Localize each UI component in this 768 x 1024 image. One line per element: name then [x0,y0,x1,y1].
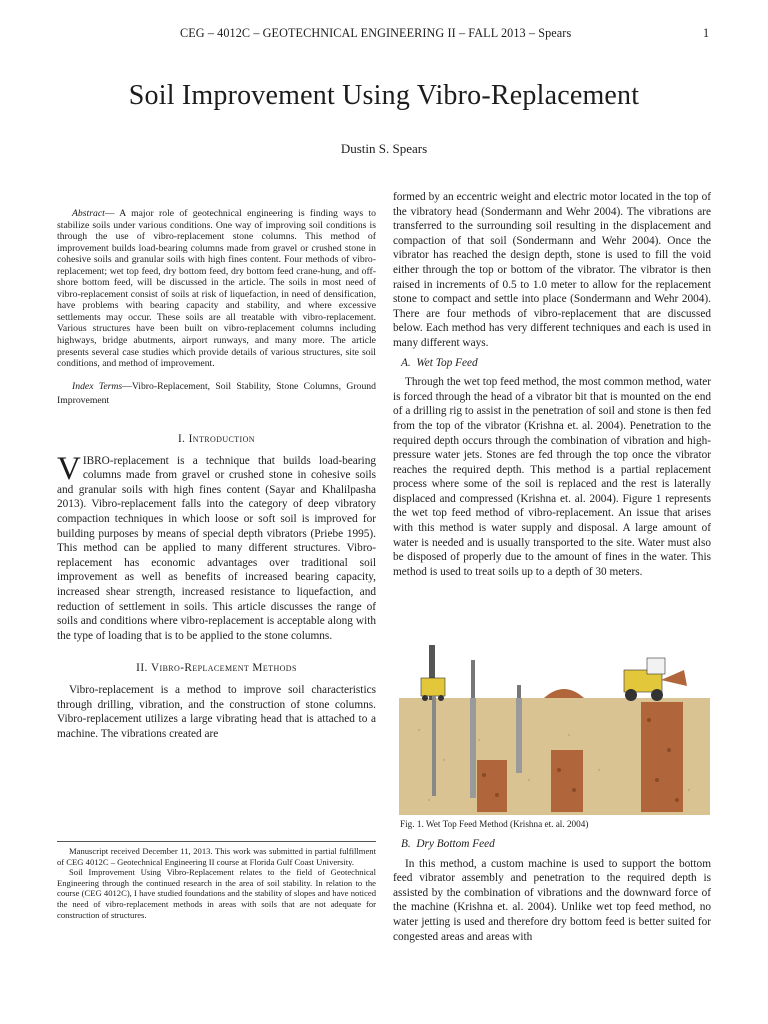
methods-paragraph-start: Vibro-replacement is a method to improve soil characteristics through drilling, vibration, and the construction of stone columns. Vibro-replacement utilizes a large vibrating head that is attached to a machine. The vibrations created are [57,683,376,740]
footnote-relation: Soil Improvement Using Vibro-Replacement relates to the field of Geotechnical Engineering through the continued research in the area of soil stability. In relation to the course (CEG 4012C), I have studied foundations and the stability of slopes and have noticed the need of vibro-replacement methods in areas with soils that are not adequate for construction of structures. [57,867,376,920]
introduction-text: IBRO-replacement is a technique that builds load-bearing columns made from gravel or crushed stone in cohesive soils and granular soils with high fines content (Sayar and Khalilpasha 2013). Vibro-replacement falls into the category of deep vibratory compaction techniques in which loose or soft soil is improved for building purposes by means of special depth vibrators (Priebe 1995). This method can be applied to many different structures. Vibro-replacement has economic advantages over traditional soil improvement as well as benefits of increased bearing capacity, increased shear strength, increased resistance to liquefaction, and reduction of settlement in soils. This article discusses the range of soils and conditions where vibro-replacement is acceptable along with the type of loading that is to be applied to the stone columns. [57,454,376,642]
subsection-heading-wet-top-feed [401,356,711,371]
paper-title: Soil Improvement Using Vibro-Replacement [128,80,640,111]
subsection-title: Dry Bottom Feed [416,838,495,850]
vibrator-probe-2 [470,698,476,798]
vibrator-probe [432,696,436,796]
dry-bottom-feed-paragraph: In this method, a custom machine is used to support the bottom feed vibrator assembly and penetration to the required depth is assisted by the combination of vibrations and the downward force of the machine (Krishna et. al. 2004). Unlike wet top feed method, no water jetting is used and therefore dry bottom feed is better suited for congested areas and areas with [393,857,711,943]
section-title: Vibro-Replacement Methods [150,662,297,675]
subsection-title: Wet Top Feed [416,356,478,369]
section-numeral: I. [178,433,186,446]
right-column-lower [393,837,711,944]
subsection-label: A. [401,356,411,369]
wet-top-feed-paragraph: Through the wet top feed method, the most common method, water is forced through the head of a vibrator bit that is mounted on the end of a drilling rig to assist in the penetration of soil and stone is then fed from the top of the vibrator (Krishna et. al. 2004). Penetration to the required depth occurs through the combination of vibration and high-pressure water jets. Stones are fed through the top once the vibrator reaches the required depth. This method is a partial replacement process where some of the soil is replaced and the rest is laterally displaced and compressed (Krishna et. al. 2004). Figure 1 represents the wet top feed method of vibro-replacement. An issue that arises with this method is water supply and disposal. A large amount of water is needed and is usually transported to the site. Water must also be disposed of properly due to the amount of fines in the water. This method is used to treat soils up to a depth of 30 meters. [393,376,711,578]
section-title: Introduction [188,433,255,446]
rig-body [421,678,445,696]
abstract-text: — A major role of geotechnical engineering is finding ways to stabilize soils under various conditions. One way of improving soil conditions is through the use of vibro-replacement stone columns. This method of improvement builds load-bearing columns made from gravel or crushed stone in cohesive soils and granular soils with high fines content. Four methods of vibro-replacement; wet top feed, dry bottom feed, dry bottom feed crane-hung, and off-shore bottom feed, will be discussed in the article. The soils in most need of vibro-replacement consist of soils at risk of liquefaction, in need of densification, have problems with bearing capacity and stability, and where excessive settlements may occur. These soils are all treatable with vibro-replacement. Various structures have been built on vibro-replacement columns including highways, bridge abutments, airport runways, and many more. The article presents several case studies which provide details of various structures, site soil conditions, and method of improvement. [57,208,376,370]
running-head: CEG – 4012C – GEOTECHNICAL ENGINEERING II – FALL 2013 – Spears [180,26,572,40]
index-terms [57,380,376,408]
abstract-label: Abstract [72,208,105,219]
methods-paragraph-continued: formed by an eccentric weight and electric motor located in the top of the vibratory head (Sondermann and Wehr 2004). The vibrations are transferred to the surrounding soil resulting in the displacement and compaction of that soil (Sondermann and Wehr 2004). Once the vibrator has reached the design depth, stone is used to fill the void either through the top or bottom of the vibrator. The vibrator is then raised in increments of 0.5 to 1.0 meter to allow for the replacement stone to compact and settle into place (Sondermann and Wehr 2004). There are four methods of vibro-replacement that are discussed below. Each method has very different techniques and each is used in many different ways. [393,191,711,349]
subsection-label: B. [401,838,411,850]
index-terms-text: —Vibro-Replacement, Soil Stability, Stone Columns, Ground Improvement [57,380,376,406]
index-terms-label: Index Terms [72,380,123,392]
section-heading-introduction [57,432,376,447]
drop-cap: V [57,450,81,487]
introduction-paragraph [57,450,376,644]
stone-column-2 [551,750,583,812]
abstract [57,208,376,370]
page-number: 1 [703,26,710,40]
stone-column-1 [477,760,507,812]
subsection-heading-dry-bottom-feed [401,837,711,852]
left-column [57,208,376,741]
author: Dustin S. Spears [340,141,428,156]
section-heading-methods [57,661,376,676]
figure-caption: Fig. 1. Wet Top Feed Method (Krishna et. al. 2004) [400,819,589,829]
footnote-manuscript: Manuscript received December 11, 2013. This work was submitted in partial fulfillment of CEG 4012C – Geotechnical Engineering II course at Florida Gulf Coast University. [57,846,376,867]
footnote [57,841,376,920]
figure-wet-top-feed [399,640,710,815]
stone-column-3 [641,702,683,812]
section-numeral: II. [136,662,148,675]
right-column [393,190,711,579]
